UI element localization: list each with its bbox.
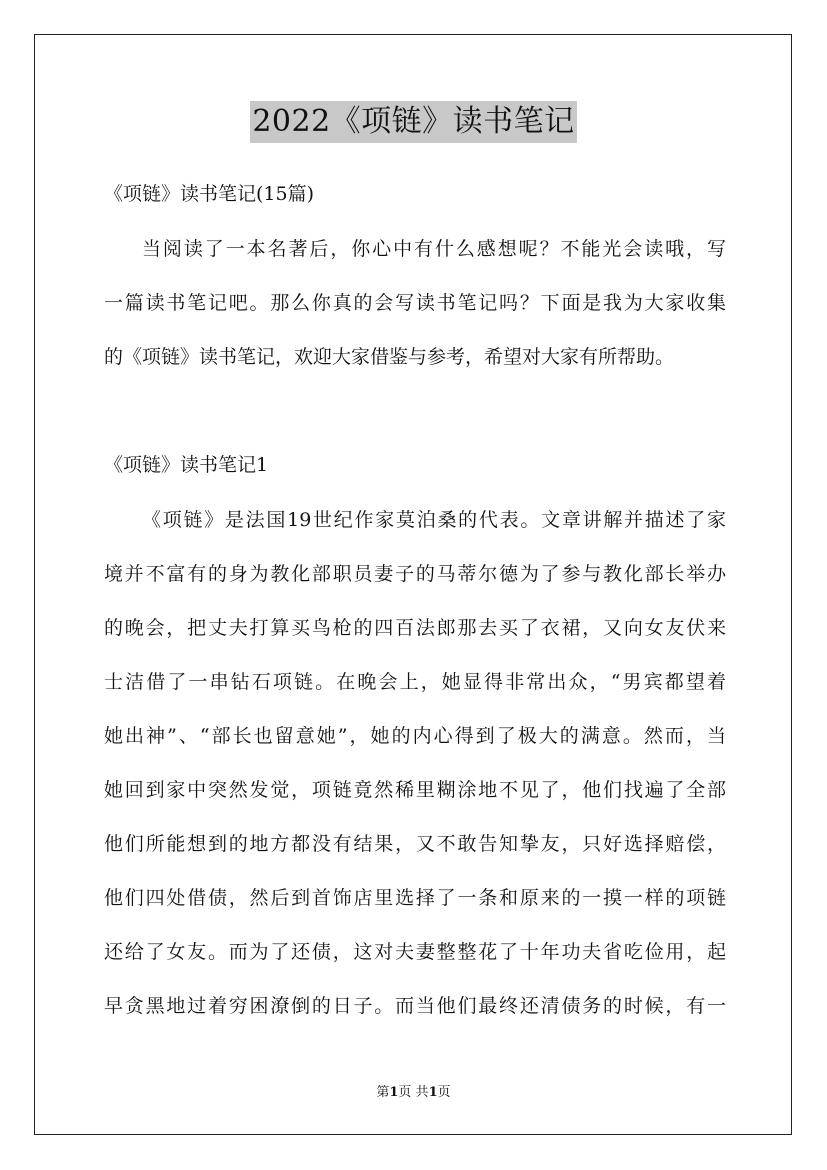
section-paragraph <box>104 493 726 1033</box>
paragraph-line: 他们所能想到的地方都没有结果，又不敢告知挚友，只好选择赔偿， <box>104 833 726 855</box>
paragraph-line: 的《项链》读书笔记，欢迎大家借鉴与参考，希望对大家有所帮助。 <box>104 346 675 368</box>
footer-mid: 页 共 <box>398 1085 429 1100</box>
paragraph-line: 一篇读书笔记吧。那么你真的会写读书笔记吗？下面是我为大家收集 <box>104 292 726 314</box>
document-title: 2022《项链》读书笔记 <box>250 101 576 143</box>
page-total: 1 <box>428 1085 438 1100</box>
paragraph-line: 境并不富有的身为教化部职员妻子的马蒂尔德为了参与教化部长举办 <box>104 563 726 585</box>
paragraph-line: 《项链》是法国19世纪作家莫泊桑的代表。文章讲解并描述了家 <box>142 509 726 531</box>
paragraph-line: 她出神”、“部长也留意她”，她的内心得到了极大的满意。然而，当 <box>104 725 726 747</box>
intro-paragraph <box>104 222 726 384</box>
paragraph-line: 早贪黑地过着穷困潦倒的日子。而当他们最终还清债务的时候，有一 <box>104 995 726 1017</box>
footer-prefix: 第 <box>376 1085 390 1100</box>
page-footer <box>0 1084 827 1102</box>
document-subtitle: 《项链》读书笔记(15篇) <box>104 183 315 205</box>
paragraph-line: 他们四处借债，然后到首饰店里选择了一条和原来的一摸一样的项链 <box>104 887 726 909</box>
footer-suffix: 页 <box>437 1085 451 1100</box>
paragraph-line: 当阅读了一本名著后，你心中有什么感想呢？不能光会读哦，写 <box>142 238 726 260</box>
paragraph-line: 还给了女友。而为了还债，这对夫妻整整花了十年功夫省吃俭用，起 <box>104 941 726 963</box>
title-container <box>0 101 827 143</box>
section-heading: 《项链》读书笔记1 <box>104 454 269 476</box>
paragraph-line: 她回到家中突然发觉，项链竟然稀里糊涂地不见了，他们找遍了全部 <box>104 779 726 801</box>
paragraph-line: 的晚会，把丈夫打算买鸟枪的四百法郎那去买了衣裙，又向女友伏来 <box>104 617 726 639</box>
page-current: 1 <box>389 1085 399 1100</box>
paragraph-line: 士洁借了一串钻石项链。在晚会上，她显得非常出众，“男宾都望着 <box>104 671 726 693</box>
